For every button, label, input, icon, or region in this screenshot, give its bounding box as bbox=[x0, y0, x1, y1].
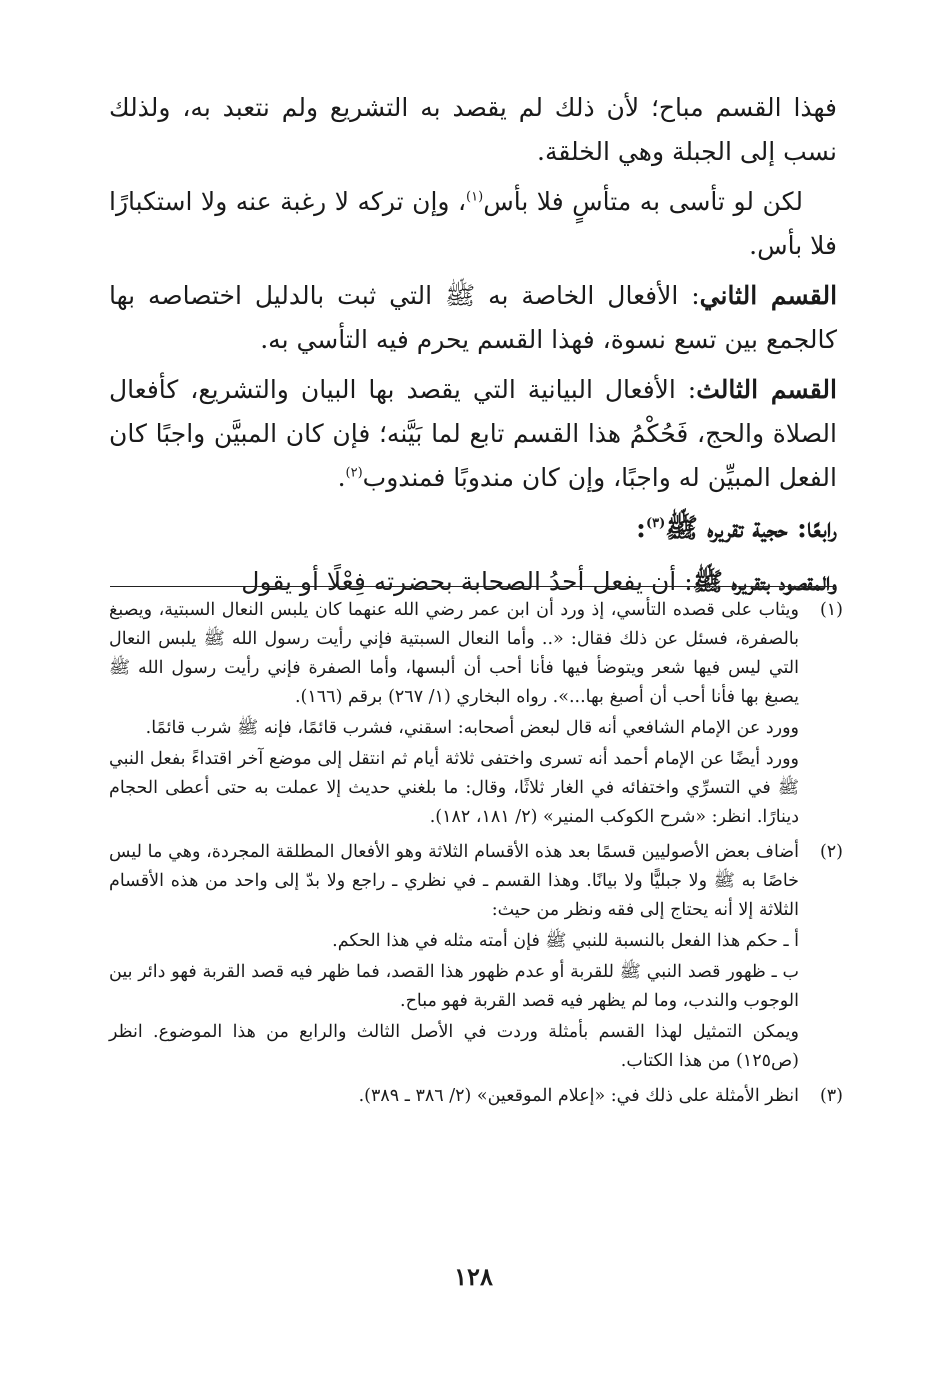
footnote-text: أضاف بعض الأصوليين قسمًا بعد هذه الأقسام الثلاثة وهو الأفعال المطلقة المجردة، وهي ما ليس خاصًا به ﷺ ولا جبليًّا ولا بيانًا. وهذا القسم ـ في نظري ـ راجع ولا بدّ إلى واحد من هذه الأقسام الثلاثة إلا أنه يحتاج إلى فقه ونظر من حيث: bbox=[109, 842, 799, 920]
footnote-number: (٣) bbox=[819, 1086, 843, 1106]
footnote-divider bbox=[110, 586, 835, 587]
section-two: القسم الثاني: الأفعال الخاصة به ﷺ التي ثبت بالدليل اختصاصه بها كالجمع بين تسع نسوة، فهذا القسم يحرم فيه التأسي به. bbox=[109, 281, 838, 354]
footnote-text: ب ـ ظهور قصد النبي ﷺ للقربة أو عدم ظهور هذا القصد، فما ظهر فيه قصد القربة فهو دائر بين الوجوب والندب، وما لم يظهر فيه قصد القربة فهو مباح. bbox=[109, 962, 799, 1011]
paragraph: والمقصود بتقريره ﷺ: أن يفعل أحدُ الصحابة بحضرته فِعْلًا أو يقول bbox=[241, 567, 837, 596]
footnote-text: ويمكن التمثيل لهذا القسم بأمثلة وردت في الأصل الثالث والرابع من هذا الموضوع. انظر (ص١٢٥) من هذا الكتاب. bbox=[109, 1022, 799, 1071]
footnotes bbox=[109, 596, 843, 1117]
footnote-ref: (٢) bbox=[345, 465, 363, 481]
footnote-number: (١) bbox=[819, 600, 843, 620]
footnote bbox=[109, 838, 843, 1078]
term-label: والمقصود بتقريره ﷺ bbox=[692, 567, 837, 596]
footnote-text: وورد عن الإمام الشافعي أنه قال لبعض أصحابه: اسقني، فشرب قائمًا، فإنه ﷺ شرب قائمًا. bbox=[145, 718, 799, 738]
footnote-text: وورد أيضًا عن الإمام أحمد أنه تسرى واختفى ثلاثة أيام ثم انتقل إلى موضع آخر اقتداءً بفعل النبي ﷺ في التسرِّي واختفائه في الغار ثلاثًا، وقال: ما بلغني حديث إلا عملت به حتى أعطى الحجام دينارًا. انظر: «شرح الكوكب المنير» (٢/ ١٨١، ١٨٢). bbox=[109, 749, 799, 827]
footnote-ref: (١) bbox=[466, 189, 484, 205]
page-number: ١٢٨ bbox=[454, 1262, 493, 1291]
section-three: القسم الثالث: الأفعال البيانية التي يقصد بها البيان والتشريع، كأفعال الصلاة والحج، فَحُكْمُ هذا القسم تابع لما بَيَّنه؛ فإن كان المبيَّن واجبًا كان الفعل المبيِّن له واجبًا، وإن كان مندوبًا فمندوب$^{(٢)}$. bbox=[109, 375, 837, 492]
section-label: القسم الثاني bbox=[699, 281, 838, 310]
main-text bbox=[109, 86, 837, 610]
footnote-text: انظر الأمثلة على ذلك في: «إعلام الموقعين» (٢/ ٣٨٦ ـ ٣٨٩). bbox=[358, 1086, 799, 1106]
footnote bbox=[109, 1082, 843, 1113]
footnote bbox=[109, 596, 843, 834]
section-heading: رابعًا: حجية تقريره ﷺ$^{(٣)}$: bbox=[636, 513, 837, 544]
footnote-ref: (٣) bbox=[646, 516, 666, 531]
section-label: القسم الثالث bbox=[696, 375, 837, 404]
footnote-text: ويثاب على قصده التأسي، إذ ورد أن ابن عمر رضي الله عنهما كان يلبس النعال السبتية، ويصبغ بالصفرة، فسئل عن ذلك فقال: «.. وأما النعال السبتية فإني رأيت رسول الله ﷺ يلبس النعال التي ليس فيها شعر ويتوضأ فيها فأنا أحب أن ألبسها، وأما الصفرة فإني رأيت رسول الله ﷺ يصبغ بها فأنا أحب أن أصبغ بها...». رواه البخاري (١/ ٢٦٧) برقم (١٦٦). bbox=[109, 600, 799, 707]
paragraph: فهذا القسم مباح؛ لأن ذلك لم يقصد به التشريع ولم نتعبد به، ولذلك نسب إلى الجبلة وهي الخلقة. bbox=[109, 93, 837, 166]
paragraph: لكن لو تأسى به متأسٍ فلا بأس$^{(١)}$، وإن تركه لا رغبة عنه ولا استكبارًا فلا بأس. bbox=[109, 187, 837, 260]
footnote-text: أ ـ حكم هذا الفعل بالنسبة للنبي ﷺ فإن أمته مثله في هذا الحكم. bbox=[332, 931, 799, 951]
footnote-number: (٢) bbox=[819, 842, 843, 862]
